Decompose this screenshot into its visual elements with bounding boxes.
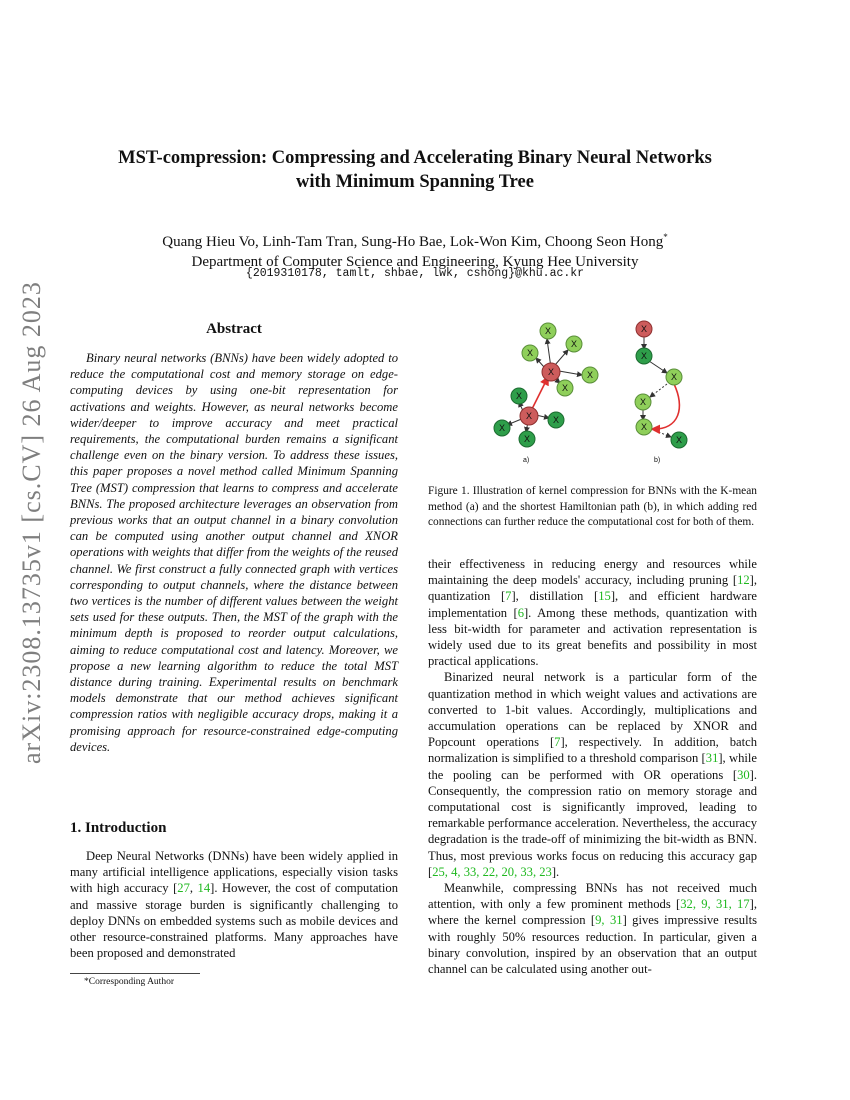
graph-node-labels — [499, 324, 682, 445]
node-label: X — [586, 370, 594, 380]
text-run: and — [728, 719, 757, 734]
text-run: ]. However, the cost of computation and massive storage burden is significantly challenging to deploy DNNs on embedded systems such as mobile devices and other resource-constrained platforms. Many approaches have been proposed and demonstrated — [70, 881, 399, 961]
node-label: X — [640, 324, 648, 334]
author-list — [60, 227, 770, 252]
right-column-text — [428, 556, 757, 977]
node-label: X — [640, 351, 648, 361]
citation-link[interactable]: 14 — [197, 881, 211, 896]
authors: Quang Hieu Vo, Linh-Tam Tran, Sung-Ho Bae, Lok-Won Kim, Choong Seon Hong — [162, 234, 664, 250]
footnote: *Corresponding Author — [84, 977, 174, 987]
citation-link[interactable]: 7 — [505, 589, 512, 604]
node-label: X — [552, 415, 560, 425]
abstract-heading: Abstract — [206, 321, 262, 337]
graph-a-nodes — [494, 323, 598, 447]
percentage: 50% — [502, 929, 526, 944]
citation-link[interactable]: 27 — [177, 881, 190, 896]
text-run: ], quantization [ — [428, 573, 757, 604]
figure-label-b: b) — [654, 457, 661, 464]
node-label: X — [526, 348, 534, 358]
text-run: ] gives impressive results with roughly — [428, 913, 758, 944]
node-label: X — [525, 411, 533, 421]
abstract-text: Binary neural networks (BNNs) have been widely adopted to reduce the computational cost and memory storage on edge-computing devices by using one-bit representation for activations and weights. However, as neural networks become wider/deeper to improve accuracy and meet practical requirements, the computational burden remains a significant challenge even on the binary version. To address these issues, this paper proposes a novel method called Minimum Spanning Tree (MST) compression that learns to compress and accelerate BNNs. The proposed architecture leverages an observation from previous works that an output channel in a binary convolution can be computed using another output channel and XNOR operations with weights that differ from the weights of the reused channel. We first construct a fully connected graph with vertices corresponding to output channels, where the distance between two vertices is the number of different values between the weight sets used for these outputs. Then, the MST of the graph with the minimum depth is proposed to reorder output calculations, aiming to reduce computational cost and latency. Moreover, we propose a new learning algorithm to reduce the total MST distance during training. Experimental results on benchmark models demonstrate that our method achieves significant compression ratios with negligible accuracy drops, making it a promising approach for resource-constrained edge-computing devices. — [70, 351, 398, 754]
text-run: ], respectively. In addition, batch normalization is simplified to a threshold comparison [ — [428, 735, 757, 766]
citation-link[interactable]: 25, 4, 33, 22, 20, 33, 23 — [432, 864, 552, 879]
affiliation: Department of Computer Science and Engineering, Kyung Hee University — [191, 254, 639, 270]
node-label: X — [675, 435, 683, 445]
citation-link[interactable]: 15 — [598, 589, 611, 604]
node-label: X — [547, 367, 555, 377]
text-run: ]. — [551, 864, 560, 879]
author-emails: {2019310178, tamlt, shbae, lwk, cshong}@khu.ac.kr — [245, 267, 585, 280]
paper-title — [60, 146, 770, 194]
paragraph — [428, 880, 757, 977]
node-label: X — [498, 423, 506, 433]
text-run: operations [ — [475, 735, 555, 750]
arxiv-identifier: arXiv:2308.13735v1 [cs.CV] 26 Aug 2023 — [17, 281, 46, 764]
text-run: ], distillation [ — [511, 589, 599, 604]
text-run: ]. Among these methods, quantization with less bit-width for parameter and activation representation is widely used due to its great benefits and possibility in most practical applications. — [428, 605, 757, 669]
node-label: X — [670, 372, 678, 382]
popcount-term: Popcount — [428, 735, 476, 750]
text-run: ], where the kernel compression [ — [428, 897, 757, 928]
figure-1-caption: Figure 1. Illustration of kernel compression for BNNs with the K-mean method (a) and the shortest Hamiltonian path (b), in which adding red connections can further reduce the computational cost for both of them. — [428, 485, 757, 529]
citation-link[interactable]: 12 — [737, 573, 750, 588]
node-label: X — [561, 383, 569, 393]
citation-link[interactable]: 32, 9, 31, 17 — [680, 897, 750, 912]
intro-paragraph — [70, 848, 398, 961]
citation-link[interactable]: 30 — [737, 767, 750, 782]
node-label: X — [523, 434, 531, 444]
node-label: X — [639, 397, 647, 407]
text-run: Binarized neural network is a particular form of the quantization method in which weight values and activations are converted to 1-bit values. Accordingly, multiplications and accumulation operations can be replaced by — [428, 670, 757, 734]
citation-link[interactable]: 6 — [517, 605, 524, 620]
introduction-heading: 1. Introduction — [70, 820, 167, 836]
text-run: resources reduction. In particular, given a binary convolution, inspired by an observation that an output channel can be calculated using another out- — [428, 929, 757, 977]
title-line-2: with Minimum Spanning Tree — [296, 172, 534, 192]
paragraph — [428, 669, 757, 880]
abstract-section — [70, 321, 398, 755]
node-label: X — [640, 422, 648, 432]
figure-label-a: a) — [523, 457, 530, 464]
author-mark: * — [663, 232, 668, 242]
text-run: ], and efficient hardware implementation [ — [428, 589, 757, 620]
citation-link[interactable]: 7 — [554, 735, 561, 750]
node-label: X — [570, 339, 578, 349]
graph-a-red-edge — [532, 377, 548, 409]
text-run: Meanwhile, compressing BNNs has not received much attention, with only a few prominent methods [ — [428, 881, 757, 912]
author-block — [60, 227, 770, 272]
text-run: ], while the pooling can be performed with OR operations [ — [428, 751, 757, 782]
introduction-section — [70, 820, 398, 961]
text-run: , — [189, 881, 198, 896]
node-label: X — [515, 391, 523, 401]
title-line-1: MST-compression: Compressing and Accelerating Binary Neural Networks — [118, 148, 712, 168]
text-run: ]. Consequently, the compression ratio on memory storage and computational cost is significantly improved, leading to remarkable performance acceleration. Nevertheless, the accuracy degradation is the trade-off of minimizing the bit-width as BNN. Thus, most previous works focus on reducing this accuracy gap [ — [428, 767, 757, 879]
graph-b-red-edge — [652, 384, 679, 429]
text-run: their effectiveness in reducing energy and resources while maintaining the deep models' accuracy, including pruning [ — [428, 557, 757, 588]
paragraph — [428, 556, 757, 669]
footnote-rule — [70, 973, 200, 974]
node-label: X — [544, 326, 552, 336]
xnor-term: XNOR — [693, 719, 729, 734]
figure-1-graph — [480, 312, 710, 472]
citation-link[interactable]: 9, 31 — [595, 913, 623, 928]
citation-link[interactable]: 31 — [705, 751, 719, 766]
text-run: Deep Neural Networks (DNNs) have been widely applied in many artificial intelligence applications, especially vision tasks with high accuracy [ — [70, 849, 398, 896]
